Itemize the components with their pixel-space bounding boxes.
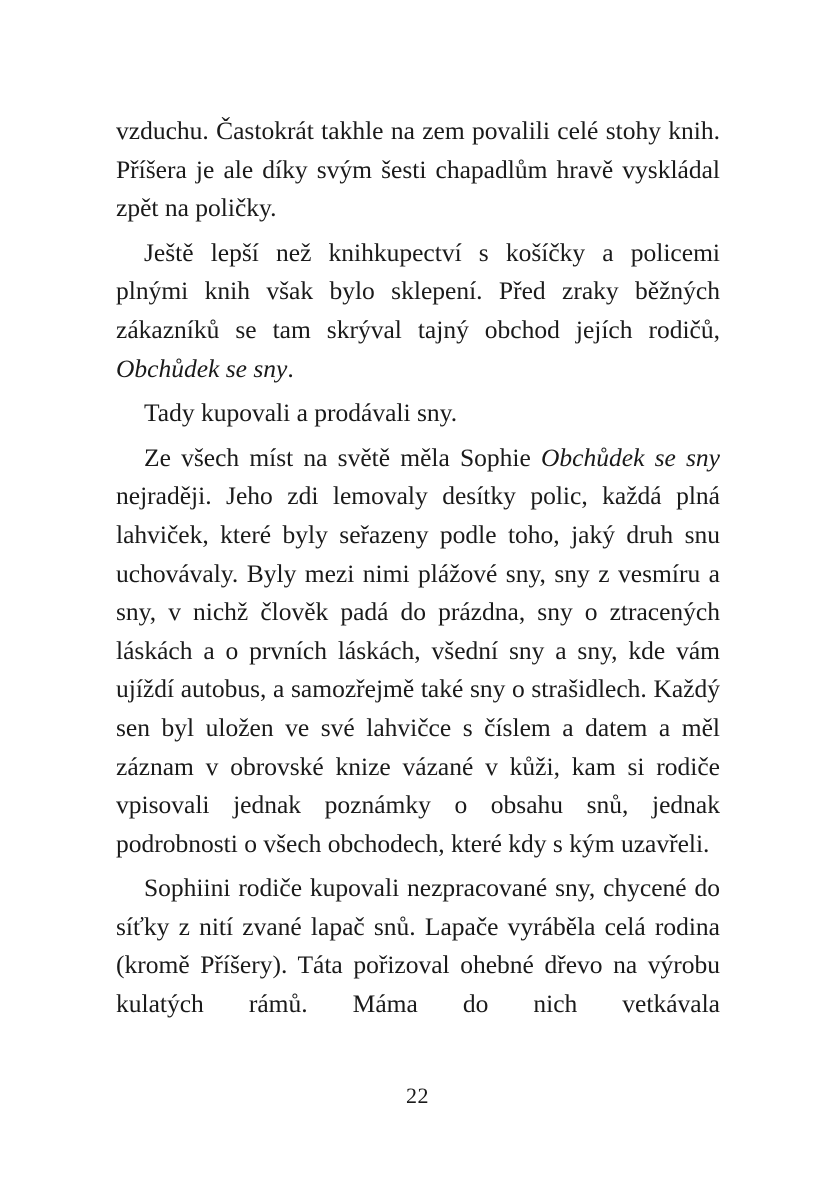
paragraph-2 <box>116 234 720 388</box>
book-page-body <box>116 112 720 1024</box>
paragraph-2-period: . <box>287 353 294 383</box>
paragraph-4-text-start: Ze všech míst na světě měla Sophie <box>144 442 542 472</box>
paragraph-4-italic-title: Obchůdek se sny <box>541 442 720 472</box>
page-number: 22 <box>406 1083 429 1108</box>
paragraph-3-text: Tady kupovali a prodávali sny. <box>144 398 458 428</box>
paragraph-2-italic-title: Obchůdek se sny <box>116 353 288 383</box>
paragraph-5-text: Sophiini rodiče kupovali nezpracované sny, chycené do síťky z nití zvané lapač snů. Lapače vyráběla celá rodina (kromě Příšery). Táta pořizoval ohebné dřevo na výrobu kulatých rámů. Máma do nich vetkávala <box>116 873 720 1019</box>
paragraph-4-text-rest: nejraději. Jeho zdi lemovaly desítky polic, každá plná lahviček, které byly seřazeny podle toho, jaký druh snu uchovávaly. Byly mezi nimi plážové sny, sny z vesmíru a sny, v nichž člověk padá do prázdna, sny o ztracených láskách a o prvních láskách, všední sny a sny, kde vám ujíždí autobus, a samozřejmě také sny o strašidlech. Každý sen byl uložen ve své lahvičce s číslem a datem a měl záznam v obrovské knize vázané v kůži, kam si rodiče vpisovali jednak poznámky o obsahu snů, jednak podrobnosti o všech obchodech, které kdy s kým uzavřeli. <box>116 481 720 858</box>
paragraph-1-text: vzduchu. Častokrát takhle na zem povalili celé stohy knih. Příšera je ale díky svým šesti chapadlům hravě vyskládal zpět na poličky. <box>116 116 720 223</box>
paragraph-1 <box>116 112 720 228</box>
paragraph-5 <box>116 869 720 1023</box>
paragraph-2-text: Ještě lepší než knihkupectví s košíčky a policemi plnými knih však bylo sklepení. Před zraky běžných zákazníků se tam skrýval tajný obchod jejích rodičů, <box>116 237 720 344</box>
paragraph-4 <box>116 439 720 864</box>
paragraph-3 <box>116 394 720 433</box>
